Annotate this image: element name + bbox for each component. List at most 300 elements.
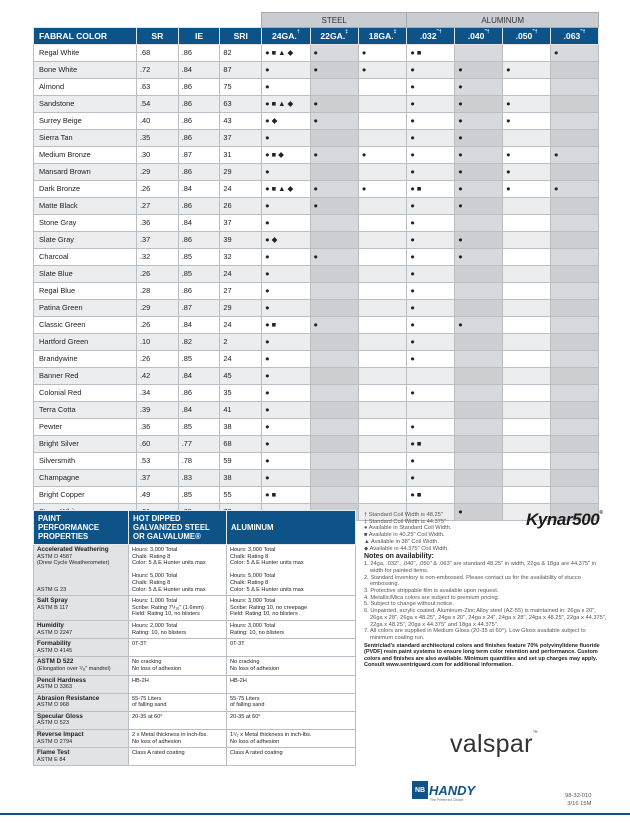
perf-value-line: No cracking <box>132 659 162 666</box>
sri-value: 35 <box>220 385 262 402</box>
valspar-text: valspar <box>450 730 533 758</box>
handy-logo <box>412 779 475 801</box>
perf-property-standard: ASTM G 23 <box>37 586 67 593</box>
perf-value-line: Class A rated coating <box>132 750 185 757</box>
availability-mark <box>550 351 598 368</box>
availability-mark <box>310 453 358 470</box>
ie-value: .86 <box>178 113 220 130</box>
availability-mark <box>550 317 598 334</box>
availability-mark: ● <box>407 283 455 300</box>
color-name: Patina Green <box>34 300 137 317</box>
availability-mark <box>358 232 406 249</box>
availability-mark <box>310 402 358 419</box>
availability-mark <box>310 419 358 436</box>
column-header-footnote: "† <box>484 29 490 35</box>
color-row <box>34 62 599 79</box>
perf-property <box>34 596 129 621</box>
color-row <box>34 45 599 62</box>
sr-value: .39 <box>136 402 178 419</box>
perf-value-line: HB-2H <box>230 677 247 684</box>
sri-value: 45 <box>220 368 262 385</box>
availability-mark: ● <box>262 368 310 385</box>
availability-mark <box>550 266 598 283</box>
availability-mark: ● <box>503 181 551 198</box>
availability-mark <box>358 198 406 215</box>
availability-mark: ● <box>407 453 455 470</box>
column-header-label: .063 <box>563 31 581 41</box>
perf-value-line <box>230 567 352 574</box>
color-row <box>34 130 599 147</box>
availability-mark <box>310 300 358 317</box>
perf-value-line: Chalk: Rating 8 <box>132 553 171 560</box>
sri-value: 2 <box>220 334 262 351</box>
perf-aluminum-value <box>227 730 356 748</box>
perf-property-standard: ASTM D 968 <box>37 702 70 709</box>
availability-mark <box>550 283 598 300</box>
availability-mark: ● <box>262 419 310 436</box>
perf-property <box>34 730 129 748</box>
availability-mark <box>455 266 503 283</box>
column-header-label: .040 <box>467 31 485 41</box>
color-row <box>34 487 599 504</box>
availability-mark: ● <box>262 351 310 368</box>
column-header <box>310 28 358 45</box>
perf-value-line: Hours: 2,000 Total <box>132 622 178 629</box>
ie-value: .77 <box>178 436 220 453</box>
availability-mark: ● <box>503 96 551 113</box>
sr-value: .29 <box>136 164 178 181</box>
availability-mark <box>503 436 551 453</box>
perf-value-line: Hours: 1,000 Total <box>132 598 178 605</box>
perf-body <box>34 545 356 766</box>
availability-mark <box>503 385 551 402</box>
color-name: Mansard Brown <box>34 164 137 181</box>
availability-mark <box>550 62 598 79</box>
availability-table <box>33 12 599 521</box>
availability-mark <box>358 96 406 113</box>
color-row <box>34 385 599 402</box>
document-code <box>565 793 591 808</box>
perf-row <box>34 711 356 729</box>
perf-property-standard: ASTM D 3363 <box>37 684 73 691</box>
color-name: Classic Green <box>34 317 137 334</box>
availability-mark <box>503 215 551 232</box>
perf-property <box>34 657 129 675</box>
availability-mark <box>455 385 503 402</box>
availability-mark: ● <box>455 147 503 164</box>
color-name: Charcoal <box>34 249 137 266</box>
availability-mark <box>503 368 551 385</box>
perf-property-name: Pencil Hardness <box>37 676 86 684</box>
availability-mark <box>550 164 598 181</box>
perf-property <box>34 675 129 693</box>
availability-mark: ● ■ <box>407 436 455 453</box>
color-row <box>34 215 599 232</box>
availability-mark <box>550 334 598 351</box>
perf-value-line: No loss of adhesion <box>132 665 182 672</box>
availability-mark <box>358 130 406 147</box>
sr-value: .36 <box>136 215 178 232</box>
ie-value: .84 <box>178 402 220 419</box>
symbol-legend-item: ■ Available in 40.25" Coil Width. <box>364 532 445 539</box>
availability-mark: ● <box>407 300 455 317</box>
perf-value-line: No loss of adhesion <box>230 665 280 672</box>
sri-value: 29 <box>220 300 262 317</box>
sri-value: 24 <box>220 351 262 368</box>
availability-mark: ● <box>550 181 598 198</box>
color-row <box>34 470 599 487</box>
color-name: Dark Bronze <box>34 181 137 198</box>
color-name: Colonial Red <box>34 385 137 402</box>
availability-mark: ● <box>455 113 503 130</box>
perf-property-standard: ASTM D 2794 <box>37 738 73 745</box>
perf-property-standard: ASTM D 523 <box>37 720 70 727</box>
perf-aluminum-value <box>227 675 356 693</box>
availability-mark: ● <box>262 436 310 453</box>
availability-mark: ● ■ <box>407 181 455 198</box>
perf-property <box>34 639 129 657</box>
sri-value: 32 <box>220 249 262 266</box>
availability-mark <box>455 300 503 317</box>
availability-mark <box>358 351 406 368</box>
perf-value-line: Color: 5 Δ E Hunter units max <box>132 586 206 593</box>
availability-mark: ● <box>262 62 310 79</box>
notes-section <box>364 512 609 669</box>
availability-mark <box>455 215 503 232</box>
perf-value-line: Hours: 5,000 Total <box>230 573 276 580</box>
sr-value: .53 <box>136 453 178 470</box>
color-name: Sandstone <box>34 96 137 113</box>
perf-property-name: Flame Test <box>37 749 70 757</box>
availability-mark: ● <box>310 181 358 198</box>
availability-mark: ● <box>407 96 455 113</box>
column-header-label: 24GA. <box>271 31 297 41</box>
bottom-rule <box>0 813 630 815</box>
perf-value-line: 0T-3T <box>230 641 245 648</box>
availability-mark <box>503 419 551 436</box>
color-name: Stone Gray <box>34 215 137 232</box>
note-item: 6. Unpainted, acrylic coated, Aluminum-Zinc Alloy steel (AZ-55) is maintained in: 26ga x 20", 26ga x 28", 26ga x 48.25", 24ga x 20", 24ga x 24", 24ga x 28", 24ga x 48.25", 22ga x 44.375", 22ga x 48.25", 20ga x 44.375" and 18ga x 44.375". <box>364 608 607 628</box>
perf-property-name: ASTM D 522 <box>37 658 74 666</box>
availability-mark: ● ■ <box>407 487 455 504</box>
color-name: Silversmith <box>34 453 137 470</box>
availability-mark: ● <box>262 198 310 215</box>
availability-mark <box>550 436 598 453</box>
availability-mark <box>358 283 406 300</box>
perf-property-standard: ASTM D 2247 <box>37 629 73 636</box>
perf-property-standard: ASTM E 84 <box>37 756 66 763</box>
perf-steel-value <box>129 748 227 766</box>
availability-mark: ● <box>407 198 455 215</box>
perf-property-name: Accelerated Weathering <box>37 546 109 553</box>
color-name: Bright Copper <box>34 487 137 504</box>
availability-mark: ● ■ ◆ <box>262 147 310 164</box>
perf-property-standard <box>37 580 125 587</box>
handy-tagline: The Preferred Choice <box>430 798 464 802</box>
column-header-row <box>34 28 599 45</box>
perf-property-name: Salt Spray <box>37 597 68 605</box>
column-header-label: SR <box>151 31 164 41</box>
color-row <box>34 232 599 249</box>
availability-mark <box>310 385 358 402</box>
valspar-logo <box>450 730 538 759</box>
availability-mark: ● <box>310 96 358 113</box>
column-header-footnote: ‡ <box>393 29 397 35</box>
ie-value: .85 <box>178 351 220 368</box>
perf-steel-value <box>129 639 227 657</box>
availability-mark <box>503 266 551 283</box>
availability-mark <box>550 130 598 147</box>
handy-logo-box: NB <box>412 781 428 799</box>
availability-mark <box>550 113 598 130</box>
availability-mark: ● <box>407 249 455 266</box>
color-name: Brandywine <box>34 351 137 368</box>
availability-mark: ● <box>503 62 551 79</box>
availability-mark: ● <box>262 402 310 419</box>
availability-mark: ● ■ ▲ ◆ <box>262 181 310 198</box>
availability-mark: ● <box>455 181 503 198</box>
perf-row <box>34 748 356 766</box>
availability-mark: ● <box>455 317 503 334</box>
column-header-label: 22GA. <box>320 31 346 41</box>
color-row <box>34 436 599 453</box>
availability-mark: ● <box>407 130 455 147</box>
color-row <box>34 419 599 436</box>
color-name: Regal White <box>34 45 137 62</box>
color-name: Champagne <box>34 470 137 487</box>
ie-value: .86 <box>178 164 220 181</box>
color-name: Bone White <box>34 62 137 79</box>
availability-mark: ● <box>262 334 310 351</box>
availability-mark <box>503 232 551 249</box>
sri-value: 39 <box>220 232 262 249</box>
perf-row <box>34 545 356 596</box>
availability-mark <box>358 453 406 470</box>
perf-property-standard: ASTM D 4145 <box>37 647 73 654</box>
availability-mark <box>407 368 455 385</box>
column-header-footnote: "† <box>436 29 442 35</box>
availability-mark <box>550 487 598 504</box>
sr-value: .40 <box>136 113 178 130</box>
note-item: 4. Metallic/Mica colors are subject to premium pricing. <box>364 594 500 601</box>
availability-mark: ● <box>310 317 358 334</box>
availability-mark <box>550 249 598 266</box>
ie-value: .87 <box>178 300 220 317</box>
kynar-reg: ® <box>599 510 603 516</box>
paint-performance-section <box>33 510 355 766</box>
group-aluminum: ALUMINUM <box>407 13 599 28</box>
availability-mark: ● <box>262 215 310 232</box>
color-name: Hartford Green <box>34 334 137 351</box>
availability-mark <box>310 470 358 487</box>
perf-value-line: Field: Rating 10, no blisters <box>230 611 298 618</box>
sri-value: 24 <box>220 266 262 283</box>
availability-mark <box>550 368 598 385</box>
color-row <box>34 300 599 317</box>
availability-mark <box>310 487 358 504</box>
perf-steel-value <box>129 596 227 621</box>
availability-mark <box>358 419 406 436</box>
sri-value: 68 <box>220 436 262 453</box>
symbol-legend-item: ● Available in Standard Coil Width. <box>364 525 452 532</box>
availability-mark: ● ◆ <box>262 113 310 130</box>
sri-value: 37 <box>220 215 262 232</box>
perf-value-line: Rating: 10, no blisters <box>132 629 187 636</box>
availability-mark: ● <box>407 62 455 79</box>
perf-row <box>34 620 356 638</box>
color-name: Regal Blue <box>34 283 137 300</box>
availability-mark: ● <box>503 113 551 130</box>
perf-value-line: HB-2H <box>132 677 149 684</box>
ie-value: .86 <box>178 79 220 96</box>
perf-value-line: No loss of adhesion <box>132 738 182 745</box>
availability-mark: ● <box>455 164 503 181</box>
perf-steel-value <box>129 620 227 638</box>
notes-heading: Notes on availability: <box>364 553 435 561</box>
column-header-label: .032 <box>419 31 437 41</box>
handy-logo-text: HANDY <box>429 782 476 798</box>
perf-property-name: Formability <box>37 640 71 648</box>
ie-value: .86 <box>178 198 220 215</box>
availability-mark: ● <box>262 300 310 317</box>
availability-mark: ● <box>407 215 455 232</box>
color-row <box>34 317 599 334</box>
kynar-text: Kynar500 <box>526 510 600 529</box>
ie-value: .86 <box>178 96 220 113</box>
perf-value-line: Scribe: Rating 10, no creepage <box>230 604 308 611</box>
perf-value-line: Color: 5 Δ E Hunter units max <box>132 560 206 567</box>
perf-property <box>34 711 129 729</box>
perf-property-standard <box>37 567 125 574</box>
column-header <box>407 28 455 45</box>
perf-property <box>34 693 129 711</box>
availability-mark <box>455 470 503 487</box>
color-row <box>34 266 599 283</box>
availability-mark: ● <box>262 453 310 470</box>
availability-mark: ● ■ ▲ ◆ <box>262 96 310 113</box>
perf-value-line <box>132 567 223 574</box>
sr-value: .27 <box>136 198 178 215</box>
availability-mark: ● <box>455 249 503 266</box>
color-row <box>34 147 599 164</box>
perf-property-standard: ASTM B 117 <box>37 604 69 611</box>
availability-mark <box>358 300 406 317</box>
perf-value-line: Hours: 3,000 Total <box>132 547 178 553</box>
perf-value-line: No cracking <box>230 659 260 666</box>
document-number: 98-32-010 <box>565 793 592 799</box>
availability-mark <box>503 402 551 419</box>
perf-value-line: 1¹/₂ x Metal thickness in inch-lbs. <box>230 732 312 739</box>
sr-value: .42 <box>136 368 178 385</box>
availability-mark <box>550 79 598 96</box>
availability-mark: ● <box>550 147 598 164</box>
perf-value-line: of falling sand <box>132 702 167 709</box>
disclaimer: Sentriclad's standard architectural colors and finishes feature 70% polyvinylidene fluoride (PVDF) resin paint systems to ensure long term color retention and performance. Custom colors and finishes are also available. Minimum quantities and set up charges may apply. Consult www.sentriguard.com for additional information. <box>364 642 600 669</box>
perf-property <box>34 620 129 638</box>
perf-value-line: Scribe: Rating 7¹/₁₆" (1.6mm) <box>132 604 204 611</box>
perf-aluminum-value <box>227 639 356 657</box>
availability-mark: ● <box>262 249 310 266</box>
availability-mark <box>503 249 551 266</box>
availability-mark: ● <box>503 164 551 181</box>
ie-value: .85 <box>178 419 220 436</box>
column-header-footnote: ‡ <box>345 29 349 35</box>
availability-mark <box>310 334 358 351</box>
availability-mark <box>358 368 406 385</box>
availability-mark <box>358 402 406 419</box>
notes-list <box>364 561 609 641</box>
availability-mark <box>503 453 551 470</box>
availability-mark <box>358 164 406 181</box>
ie-value: .84 <box>178 215 220 232</box>
paint-performance-table <box>33 510 356 766</box>
color-row <box>34 113 599 130</box>
availability-mark <box>550 215 598 232</box>
ie-value: .86 <box>178 232 220 249</box>
perf-value-line: Field: Rating 10, no blisters <box>132 611 200 618</box>
availability-mark <box>503 79 551 96</box>
availability-mark: ● ■ <box>262 487 310 504</box>
sr-value: .36 <box>136 419 178 436</box>
ie-value: .78 <box>178 453 220 470</box>
sri-value: 43 <box>220 113 262 130</box>
perf-row <box>34 657 356 675</box>
availability-mark <box>310 79 358 96</box>
availability-mark: ● <box>358 45 406 62</box>
availability-mark <box>310 368 358 385</box>
availability-mark: ● <box>262 164 310 181</box>
column-header <box>136 28 178 45</box>
availability-mark <box>310 266 358 283</box>
availability-mark <box>550 385 598 402</box>
color-row <box>34 351 599 368</box>
availability-mark: ● <box>262 79 310 96</box>
sr-value: .35 <box>136 130 178 147</box>
availability-mark: ● <box>407 79 455 96</box>
sr-value: .32 <box>136 249 178 266</box>
availability-mark <box>503 300 551 317</box>
availability-mark: ● <box>358 147 406 164</box>
sri-value: 82 <box>220 45 262 62</box>
perf-property-standard <box>37 573 125 580</box>
perf-value-line: Rating: 10, no blisters <box>230 629 285 636</box>
availability-mark: ● <box>262 266 310 283</box>
perf-row <box>34 730 356 748</box>
perf-value-line: Hours: 3,000 Total <box>230 622 276 629</box>
color-row <box>34 198 599 215</box>
availability-mark <box>503 351 551 368</box>
availability-mark <box>455 368 503 385</box>
perf-steel-value <box>129 693 227 711</box>
ie-value: .86 <box>178 130 220 147</box>
perf-property-name: Specular Gloss <box>37 712 83 720</box>
availability-mark: ● <box>407 317 455 334</box>
sri-value: 59 <box>220 453 262 470</box>
availability-mark <box>310 164 358 181</box>
availability-chart <box>33 12 599 521</box>
perf-row <box>34 693 356 711</box>
availability-mark <box>358 317 406 334</box>
kynar-logo <box>526 510 603 530</box>
availability-mark: ● <box>310 45 358 62</box>
availability-mark: ● <box>407 232 455 249</box>
column-header <box>550 28 598 45</box>
perf-aluminum-value <box>227 545 356 596</box>
perf-aluminum-value <box>227 596 356 621</box>
availability-mark <box>503 470 551 487</box>
availability-mark <box>550 300 598 317</box>
availability-mark <box>550 198 598 215</box>
